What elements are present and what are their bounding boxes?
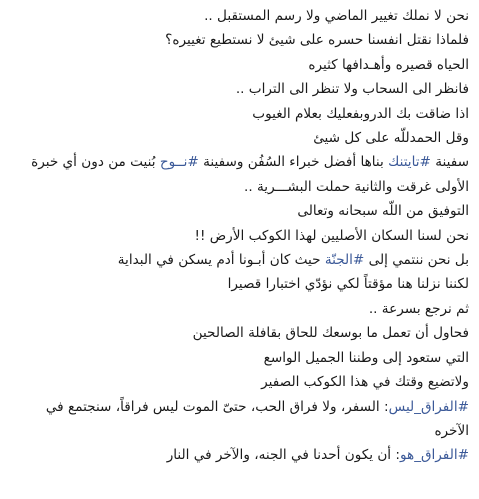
- post-text: بُنيت من دون أي خبرة: [31, 154, 160, 171]
- hashtag-jannah-link[interactable]: #الجنّة: [324, 252, 365, 269]
- post-line: [8, 4, 469, 28]
- post-text: بناها أفضل خبراء السُفُن وسفينة: [198, 154, 389, 171]
- post-line: [8, 248, 469, 272]
- post-line: [8, 102, 469, 126]
- post-text: التي ستعود إلى وطننا الجميل الواسع: [263, 349, 469, 366]
- post-text: فانظر الى السحاب ولا تنظر الى التراب ..: [235, 81, 469, 98]
- post-line: [8, 370, 469, 394]
- post-text: ثم نرجع بسرعة ..: [368, 300, 469, 317]
- post-text: الحياه قصيره وأهـدافها كثيره: [308, 56, 469, 73]
- post-line: [8, 53, 469, 77]
- post-text: حيث كان أبـونا أدم يسكن في البداية: [117, 252, 325, 269]
- post-text: لكننا نزلنا هنا مؤقتاً لكي نؤدّي اختبارا قصيرا: [227, 276, 469, 293]
- post-line: [8, 346, 469, 370]
- post-line: [8, 150, 469, 174]
- post-text: وقل الحمدللّه على كل شيئ: [313, 130, 469, 147]
- post-text: نحن لا نملك تغيير الماضي ولا رسم المستقبل ..: [204, 8, 469, 24]
- post-text: : أن يكون أحدنا في الجنه، والآخر في النار: [166, 447, 400, 464]
- post-line: [8, 199, 469, 223]
- post-text: التوفيق من اللّه سبحانه وتعالى: [297, 203, 469, 220]
- hashtag-firaq-laysa-link[interactable]: #الفراق_ليس: [388, 398, 469, 415]
- post-line: [8, 297, 469, 321]
- post-text: فلماذا نقتل انفسنا حسره على شيئ لا نستطيع تغييره؟: [165, 32, 469, 49]
- post-line: [8, 443, 469, 467]
- post-text: : السفر، ولا فراق الحب، حتىّ الموت ليس فراقاً، سنجتمع في الآخره: [45, 398, 469, 439]
- post-line: [8, 321, 469, 345]
- post-line: [8, 175, 469, 199]
- post-text: اذا ضاقت بك الدروبفعليك بعلام الغيوب: [252, 105, 469, 122]
- hashtag-nooh-link[interactable]: #نــوح: [159, 154, 199, 171]
- hashtag-firaq-huwa-link[interactable]: #الفراق_هو: [400, 447, 469, 464]
- hashtag-titanic-link[interactable]: #تايتنك: [388, 154, 431, 171]
- post-line: [8, 395, 469, 444]
- post-text: نحن لسنا السكان الأصليين لهذا الكوكب الأرض !!: [194, 227, 469, 244]
- post-line: [8, 28, 469, 52]
- post-line: [8, 126, 469, 150]
- post-line: [8, 77, 469, 101]
- post-text: بل نحن ننتمي إلى: [364, 252, 469, 269]
- post-line: [8, 272, 469, 296]
- post-text: سفينة: [430, 154, 469, 171]
- post-text: فحاول أن تعمل ما بوسعك للحاق بقافلة الصالحين: [192, 325, 469, 342]
- post-text: الأولى غرقت والثانية حملت البشـــرية ..: [244, 178, 469, 195]
- post-line: [8, 224, 469, 248]
- post-text: ولاتضيع وقتك في هذا الكوكب الصفير: [261, 374, 469, 391]
